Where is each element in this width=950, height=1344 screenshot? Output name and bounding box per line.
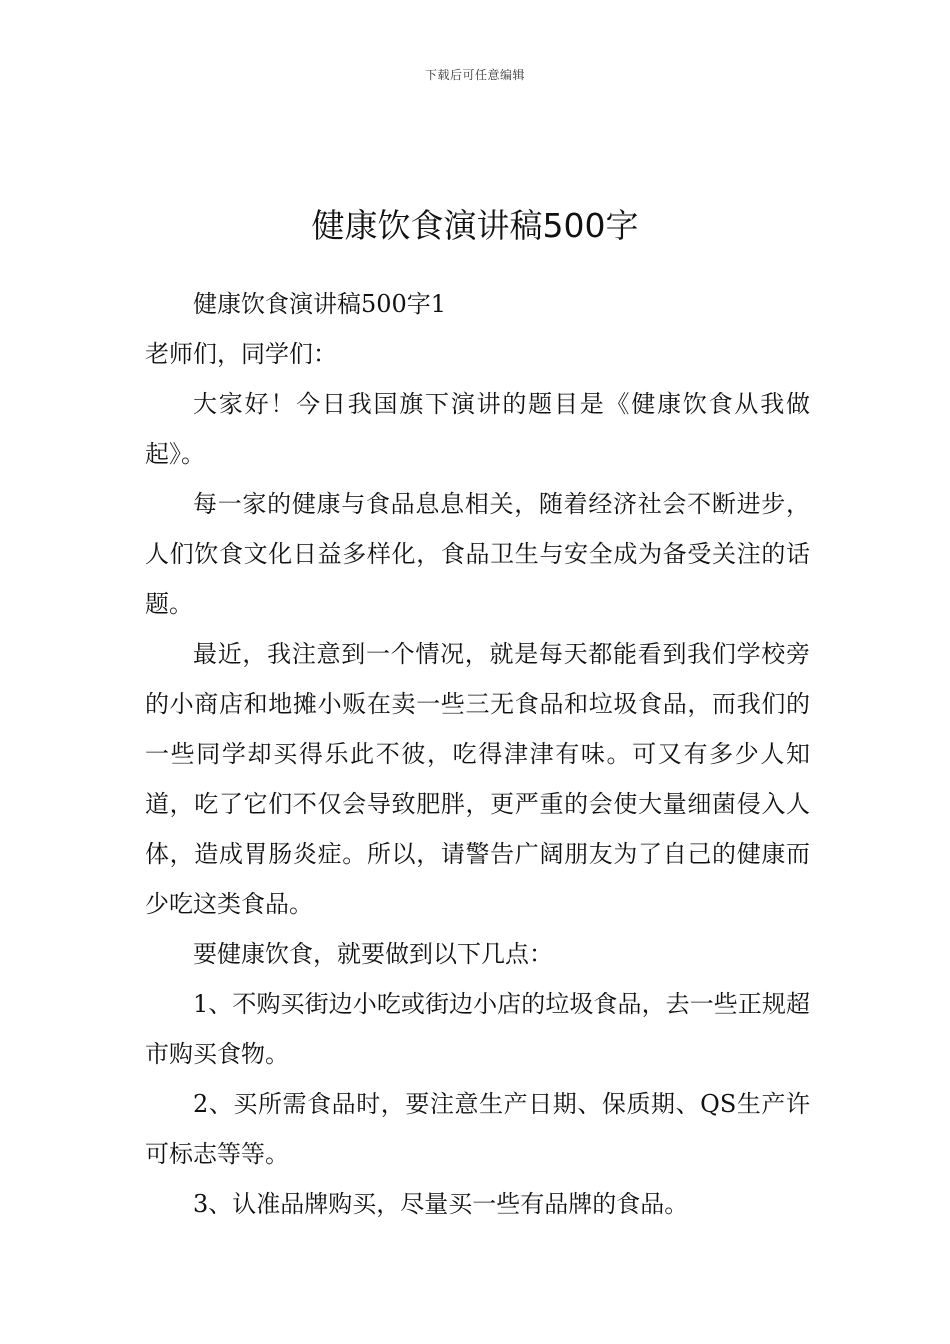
document-title: 健康饮食演讲稿500字 (311, 206, 639, 246)
paragraph: 大家好！今日我国旗下演讲的题目是《健康饮食从我做起》。 (145, 390, 810, 468)
greeting: 老师们，同学们： (145, 340, 337, 368)
list-item: 3、认准品牌购买，尽量买一些有品牌的食品。 (193, 1190, 689, 1218)
section-subtitle: 健康饮食演讲稿500字1 (193, 290, 447, 318)
paragraph: 最近，我注意到一个情况，就是每天都能看到我们学校旁的小商店和地摊小贩在卖一些三无食品和垃圾食品，而我们的一些同学却买得乐此不彼，吃得津津有味。可又有多少人知道，吃了它们不仅会导致肥胖，更严重的会使大量细菌侵入人体，造成胃肠炎症。所以，请警告广阔朋友为了自己的健康而少吃这类食品。 (145, 640, 810, 918)
document-body (145, 279, 810, 1229)
list-item: 2、买所需食品时，要注意生产日期、保质期、QS生产许可标志等等。 (145, 1090, 810, 1168)
paragraph: 要健康饮食，就要做到以下几点： (193, 940, 553, 968)
list-item: 1、不购买街边小吃或街边小店的垃圾食品，去一些正规超市购买食物。 (145, 990, 810, 1068)
paragraph: 每一家的健康与食品息息相关，随着经济社会不断进步，人们饮食文化日益多样化，食品卫生与安全成为备受关注的话题。 (145, 490, 810, 618)
header-note: 下载后可任意编辑 (424, 68, 525, 82)
